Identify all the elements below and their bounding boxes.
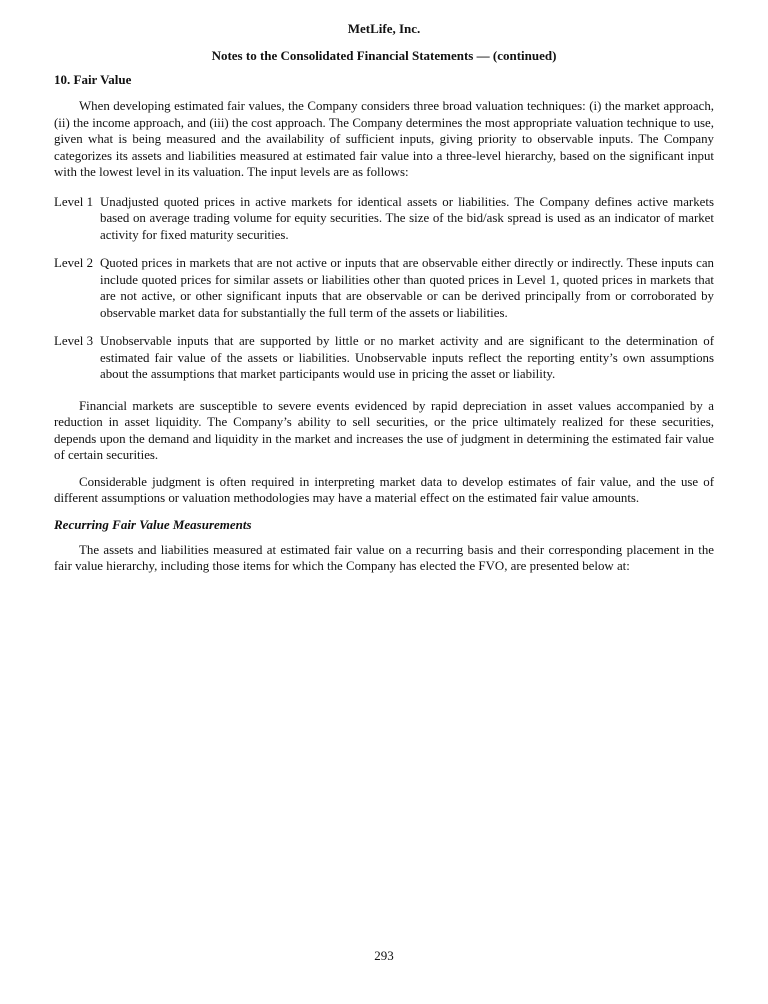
level-3-label: Level 3 [54, 334, 94, 348]
fair-value-levels-list [54, 194, 714, 383]
judgment-paragraph: Considerable judgment is often required in interpreting market data to develop estimates of fair value, and the use of different assumptions or valuation methodologies may have a material effect on the estimated fair value amounts. [54, 474, 714, 505]
financial-markets-paragraph: Financial markets are susceptible to severe events evidenced by rapid depreciation in asset values accompanied by a reduction in asset liquidity. The Company’s ability to sell securities, or the price ultimately realized for these securities, depends upon the demand and liquidity in the market and increases the use of judgment in determining the estimated fair value of certain securities. [54, 398, 714, 462]
intro-paragraph: When developing estimated fair values, the Company considers three broad valuation techniques: (i) the market approach, (ii) the income approach, and (iii) the cost approach. The Company determines the most appropriate valuation technique to use, given what is being measured and the availability of sufficient inputs, giving priority to observable inputs. The Company categorizes its assets and liabilities measured at estimated fair value into a three-level hierarchy, based on the significant input with the lowest level in its valuation. The input levels are as follows: [54, 99, 714, 179]
level-2-description: Quoted prices in markets that are not active or inputs that are observable either directly or indirectly. These inputs can include quoted prices for similar assets or liabilities other than quoted prices in Level 1, quoted prices in markets that are not active, or other significant inputs that are observable or can be derived principally from or corroborated by observable market data for substantially the full term of the assets or liabilities. [100, 256, 714, 320]
section-heading-fair-value: 10. Fair Value [54, 72, 132, 87]
level-1-label: Level 1 [54, 194, 94, 209]
level-3-description: Unobservable inputs that are supported by little or no market activity and are significant to the determination of estimated fair value of the assets or liabilities. Unobservable inputs reflect the reporting entity’s own assumptions about the assumptions that market participants would use in pricing the asset or liability. [100, 334, 714, 381]
recurring-paragraph: The assets and liabilities measured at estimated fair value on a recurring basis and their corresponding placement in the fair value hierarchy, including those items for which the Company has elected the FVO, are presented below at: [54, 542, 714, 573]
company-name: MetLife, Inc. [347, 21, 421, 36]
subsection-heading-recurring: Recurring Fair Value Measurements [54, 516, 252, 532]
level-1-description: Unadjusted quoted prices in active markets for identical assets or liabilities. The Company defines active markets based on average trading volume for equity securities. The size of the bid/ask spread is used as an indicator of market activity for fixed maturity securities. [100, 194, 714, 242]
level-1-item [54, 194, 714, 244]
page-number: 293 [374, 948, 394, 963]
level-2-label: Level 2 [54, 256, 94, 270]
statement-title: Notes to the Consolidated Financial Statements — (continued) [211, 48, 557, 63]
level-3-item [54, 333, 714, 383]
level-2-item [54, 255, 714, 321]
